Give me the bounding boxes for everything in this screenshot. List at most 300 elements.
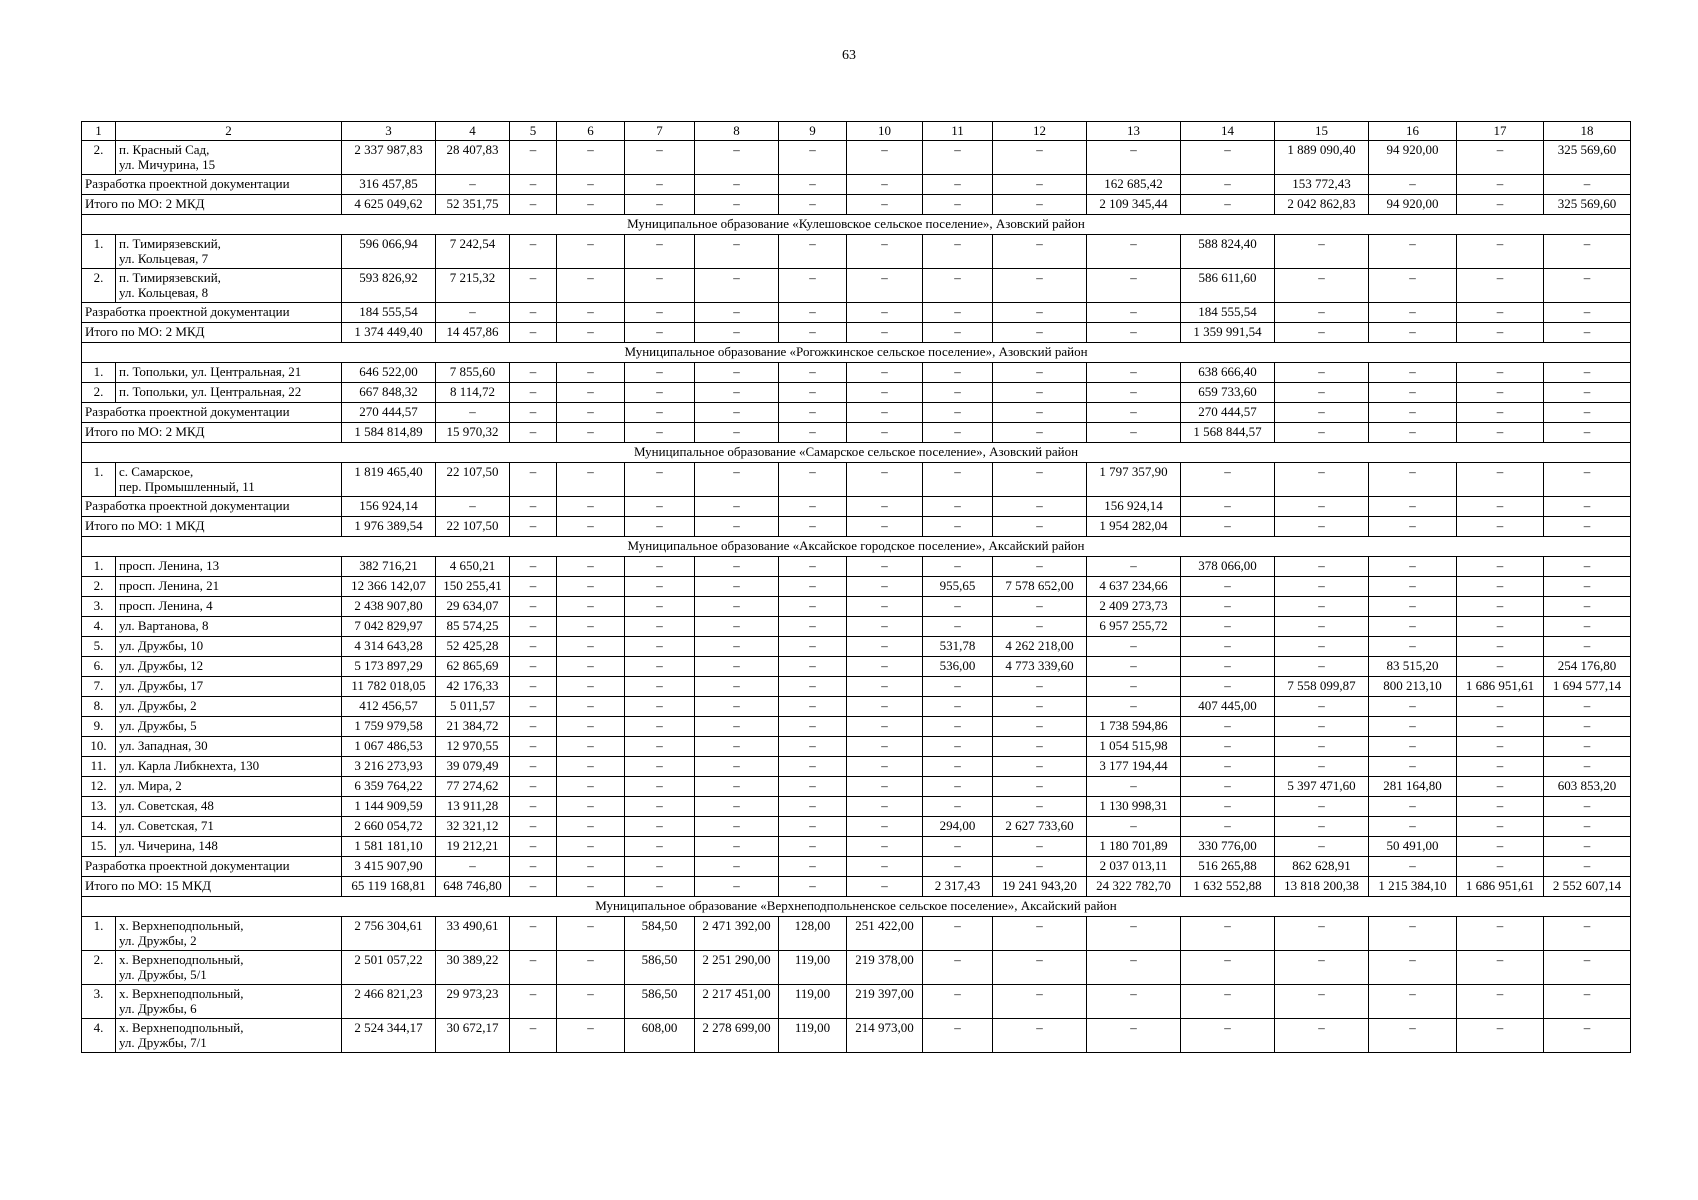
value-cell: 800 213,10: [1369, 677, 1457, 697]
value-cell: –: [557, 877, 625, 897]
row-number: 6.: [82, 657, 116, 677]
value-cell: –: [695, 817, 779, 837]
value-cell: –: [1087, 951, 1181, 985]
value-cell: –: [1087, 141, 1181, 175]
value-cell: 955,65: [923, 577, 993, 597]
value-cell: –: [1369, 757, 1457, 777]
value-cell: –: [1275, 817, 1369, 837]
value-cell: –: [779, 557, 847, 577]
value-cell: 659 733,60: [1181, 383, 1275, 403]
value-cell: –: [510, 269, 557, 303]
value-cell: –: [1275, 269, 1369, 303]
value-cell: –: [1275, 497, 1369, 517]
value-cell: –: [1181, 737, 1275, 757]
value-cell: 382 716,21: [342, 557, 436, 577]
value-cell: –: [625, 323, 695, 343]
value-cell: –: [779, 195, 847, 215]
value-cell: –: [625, 497, 695, 517]
value-cell: –: [779, 597, 847, 617]
address-cell: просп. Ленина, 4: [116, 597, 342, 617]
value-cell: –: [557, 817, 625, 837]
value-cell: –: [779, 797, 847, 817]
value-cell: –: [625, 383, 695, 403]
address-cell: х. Верхнеподпольный, ул. Дружбы, 6: [116, 985, 342, 1019]
value-cell: 593 826,92: [342, 269, 436, 303]
value-cell: –: [557, 383, 625, 403]
value-cell: –: [1181, 141, 1275, 175]
value-cell: –: [993, 175, 1087, 195]
value-cell: –: [557, 195, 625, 215]
row-number: 3.: [82, 597, 116, 617]
value-cell: 24 322 782,70: [1087, 877, 1181, 897]
value-cell: 3 177 194,44: [1087, 757, 1181, 777]
value-cell: –: [1369, 303, 1457, 323]
table-row: [82, 141, 1631, 175]
address-cell: просп. Ленина, 21: [116, 577, 342, 597]
value-cell: –: [625, 363, 695, 383]
value-cell: –: [1544, 757, 1631, 777]
value-cell: –: [847, 717, 923, 737]
table-row: [82, 235, 1631, 269]
value-cell: –: [1275, 235, 1369, 269]
summary-row: [82, 175, 1631, 195]
value-cell: –: [436, 497, 510, 517]
value-cell: –: [625, 737, 695, 757]
summary-row: [82, 303, 1631, 323]
value-cell: 15 970,32: [436, 423, 510, 443]
value-cell: –: [779, 877, 847, 897]
section-row: [82, 343, 1631, 363]
section-title: Муниципальное образование «Кулешовское сельское поселение», Азовский район: [82, 215, 1631, 235]
value-cell: 2 466 821,23: [342, 985, 436, 1019]
value-cell: –: [1087, 1019, 1181, 1053]
value-cell: –: [779, 517, 847, 537]
value-cell: –: [695, 269, 779, 303]
value-cell: –: [1087, 323, 1181, 343]
table-row: [82, 697, 1631, 717]
value-cell: –: [1457, 985, 1544, 1019]
value-cell: 13 911,28: [436, 797, 510, 817]
value-cell: –: [625, 557, 695, 577]
value-cell: –: [510, 403, 557, 423]
value-cell: 4 650,21: [436, 557, 510, 577]
value-cell: 1 215 384,10: [1369, 877, 1457, 897]
value-cell: –: [847, 517, 923, 537]
value-cell: –: [923, 423, 993, 443]
value-cell: –: [779, 617, 847, 637]
value-cell: –: [779, 677, 847, 697]
value-cell: 19 212,21: [436, 837, 510, 857]
value-cell: –: [1087, 269, 1181, 303]
value-cell: 646 522,00: [342, 363, 436, 383]
value-cell: –: [557, 737, 625, 757]
value-cell: –: [779, 757, 847, 777]
value-cell: –: [1181, 717, 1275, 737]
value-cell: 603 853,20: [1544, 777, 1631, 797]
table-row: [82, 757, 1631, 777]
value-cell: –: [695, 141, 779, 175]
summary-row: [82, 195, 1631, 215]
table-row: [82, 617, 1631, 637]
column-header: 18: [1544, 122, 1631, 141]
value-cell: –: [1275, 617, 1369, 637]
value-cell: –: [779, 141, 847, 175]
value-cell: –: [847, 577, 923, 597]
table-row: [82, 737, 1631, 757]
value-cell: 596 066,94: [342, 235, 436, 269]
column-header: 10: [847, 122, 923, 141]
value-cell: 316 457,85: [342, 175, 436, 195]
value-cell: –: [557, 323, 625, 343]
column-header: 7: [625, 122, 695, 141]
value-cell: –: [1544, 737, 1631, 757]
value-cell: –: [557, 235, 625, 269]
value-cell: –: [1087, 235, 1181, 269]
value-cell: –: [1369, 383, 1457, 403]
value-cell: 162 685,42: [1087, 175, 1181, 195]
value-cell: 325 569,60: [1544, 195, 1631, 215]
row-number: 2.: [82, 269, 116, 303]
value-cell: –: [557, 951, 625, 985]
value-cell: –: [436, 403, 510, 423]
value-cell: 862 628,91: [1275, 857, 1369, 877]
value-cell: –: [1275, 757, 1369, 777]
value-cell: –: [779, 383, 847, 403]
value-cell: –: [923, 463, 993, 497]
value-cell: –: [510, 557, 557, 577]
value-cell: –: [695, 837, 779, 857]
value-cell: –: [1457, 697, 1544, 717]
value-cell: –: [1544, 463, 1631, 497]
value-cell: 5 397 471,60: [1275, 777, 1369, 797]
value-cell: –: [1181, 577, 1275, 597]
value-cell: –: [1275, 717, 1369, 737]
value-cell: –: [625, 837, 695, 857]
value-cell: –: [923, 141, 993, 175]
value-cell: 270 444,57: [342, 403, 436, 423]
value-cell: –: [510, 463, 557, 497]
value-cell: –: [1544, 403, 1631, 423]
value-cell: –: [1457, 235, 1544, 269]
value-cell: –: [557, 497, 625, 517]
value-cell: 184 555,54: [1181, 303, 1275, 323]
value-cell: –: [1369, 463, 1457, 497]
value-cell: –: [1369, 737, 1457, 757]
value-cell: –: [923, 617, 993, 637]
value-cell: –: [510, 697, 557, 717]
value-cell: –: [1457, 1019, 1544, 1053]
value-cell: –: [1275, 303, 1369, 323]
value-cell: 378 066,00: [1181, 557, 1275, 577]
value-cell: 77 274,62: [436, 777, 510, 797]
value-cell: 1 359 991,54: [1181, 323, 1275, 343]
value-cell: 8 114,72: [436, 383, 510, 403]
table-row: [82, 383, 1631, 403]
value-cell: –: [1181, 677, 1275, 697]
value-cell: 19 241 943,20: [993, 877, 1087, 897]
value-cell: 1 686 951,61: [1457, 677, 1544, 697]
value-cell: 1 738 594,86: [1087, 717, 1181, 737]
value-cell: –: [847, 195, 923, 215]
value-cell: –: [1275, 697, 1369, 717]
value-cell: –: [1457, 737, 1544, 757]
value-cell: 1 067 486,53: [342, 737, 436, 757]
value-cell: 219 397,00: [847, 985, 923, 1019]
address-cell: ул. Дружбы, 10: [116, 637, 342, 657]
value-cell: –: [1275, 1019, 1369, 1053]
column-header: 1: [82, 122, 116, 141]
table-row: [82, 985, 1631, 1019]
value-cell: 2 438 907,80: [342, 597, 436, 617]
value-cell: –: [993, 497, 1087, 517]
value-cell: –: [695, 497, 779, 517]
value-cell: –: [510, 517, 557, 537]
summary-label: Итого по МО: 1 МКД: [82, 517, 342, 537]
value-cell: –: [510, 951, 557, 985]
value-cell: –: [695, 557, 779, 577]
value-cell: 184 555,54: [342, 303, 436, 323]
value-cell: –: [993, 917, 1087, 951]
value-cell: –: [1457, 717, 1544, 737]
value-cell: –: [625, 235, 695, 269]
value-cell: –: [695, 857, 779, 877]
value-cell: –: [1457, 363, 1544, 383]
value-cell: –: [1181, 951, 1275, 985]
value-cell: 1 819 465,40: [342, 463, 436, 497]
value-cell: –: [510, 637, 557, 657]
value-cell: 1 686 951,61: [1457, 877, 1544, 897]
row-number: 9.: [82, 717, 116, 737]
value-cell: –: [557, 363, 625, 383]
value-cell: –: [1457, 597, 1544, 617]
value-cell: –: [1181, 797, 1275, 817]
value-cell: –: [1457, 323, 1544, 343]
value-cell: –: [695, 577, 779, 597]
value-cell: –: [923, 985, 993, 1019]
value-cell: –: [1181, 463, 1275, 497]
value-cell: –: [510, 877, 557, 897]
value-cell: 1 889 090,40: [1275, 141, 1369, 175]
value-cell: 7 855,60: [436, 363, 510, 383]
value-cell: 2 109 345,44: [1087, 195, 1181, 215]
value-cell: –: [1457, 757, 1544, 777]
value-cell: –: [993, 777, 1087, 797]
row-number: 4.: [82, 617, 116, 637]
value-cell: –: [1087, 423, 1181, 443]
value-cell: –: [695, 363, 779, 383]
row-number: 1.: [82, 463, 116, 497]
column-header: 11: [923, 122, 993, 141]
value-cell: –: [1457, 423, 1544, 443]
value-cell: –: [1457, 175, 1544, 195]
value-cell: –: [1369, 577, 1457, 597]
value-cell: –: [557, 657, 625, 677]
row-number: 2.: [82, 577, 116, 597]
value-cell: –: [993, 235, 1087, 269]
value-cell: –: [625, 303, 695, 323]
value-cell: –: [557, 717, 625, 737]
row-number: 5.: [82, 637, 116, 657]
row-number: 2.: [82, 141, 116, 175]
value-cell: –: [695, 463, 779, 497]
value-cell: –: [779, 717, 847, 737]
value-cell: –: [779, 737, 847, 757]
value-cell: –: [779, 837, 847, 857]
table-row: [82, 817, 1631, 837]
value-cell: –: [1181, 637, 1275, 657]
value-cell: –: [1369, 497, 1457, 517]
value-cell: –: [695, 323, 779, 343]
value-cell: –: [625, 697, 695, 717]
table-row: [82, 951, 1631, 985]
value-cell: –: [779, 857, 847, 877]
value-cell: –: [625, 657, 695, 677]
section-title: Муниципальное образование «Верхнеподпольненское сельское поселение», Аксайский район: [82, 897, 1631, 917]
value-cell: 119,00: [779, 985, 847, 1019]
value-cell: 1 797 357,90: [1087, 463, 1181, 497]
value-cell: –: [993, 323, 1087, 343]
address-cell: п. Тимирязевский, ул. Кольцевая, 8: [116, 269, 342, 303]
row-number: 15.: [82, 837, 116, 857]
address-cell: ул. Дружбы, 2: [116, 697, 342, 717]
value-cell: –: [695, 777, 779, 797]
value-cell: 1 581 181,10: [342, 837, 436, 857]
address-cell: х. Верхнеподпольный, ул. Дружбы, 5/1: [116, 951, 342, 985]
value-cell: –: [1087, 917, 1181, 951]
value-cell: –: [1369, 617, 1457, 637]
summary-label: Разработка проектной документации: [82, 175, 342, 195]
value-cell: –: [695, 877, 779, 897]
value-cell: –: [847, 175, 923, 195]
row-number: 8.: [82, 697, 116, 717]
value-cell: –: [779, 269, 847, 303]
value-cell: –: [1181, 1019, 1275, 1053]
value-cell: –: [1275, 797, 1369, 817]
value-cell: –: [625, 195, 695, 215]
value-cell: –: [1369, 557, 1457, 577]
value-cell: –: [847, 235, 923, 269]
value-cell: –: [557, 917, 625, 951]
value-cell: 2 501 057,22: [342, 951, 436, 985]
value-cell: 39 079,49: [436, 757, 510, 777]
value-cell: –: [1457, 383, 1544, 403]
value-cell: –: [779, 235, 847, 269]
value-cell: –: [847, 857, 923, 877]
value-cell: –: [1369, 363, 1457, 383]
value-cell: –: [779, 303, 847, 323]
value-cell: 52 351,75: [436, 195, 510, 215]
value-cell: 52 425,28: [436, 637, 510, 657]
value-cell: –: [993, 597, 1087, 617]
table-row: [82, 657, 1631, 677]
value-cell: –: [1544, 423, 1631, 443]
value-cell: 281 164,80: [1369, 777, 1457, 797]
value-cell: –: [510, 817, 557, 837]
value-cell: –: [847, 837, 923, 857]
value-cell: –: [1544, 577, 1631, 597]
column-header: 6: [557, 122, 625, 141]
table-row: [82, 917, 1631, 951]
column-header-row: [82, 122, 1631, 141]
value-cell: –: [1544, 557, 1631, 577]
value-cell: –: [847, 817, 923, 837]
value-cell: 1 632 552,88: [1181, 877, 1275, 897]
address-cell: ул. Советская, 71: [116, 817, 342, 837]
value-cell: –: [1369, 857, 1457, 877]
value-cell: –: [436, 303, 510, 323]
value-cell: 638 666,40: [1181, 363, 1275, 383]
value-cell: –: [1275, 383, 1369, 403]
value-cell: –: [1087, 363, 1181, 383]
value-cell: –: [993, 951, 1087, 985]
value-cell: 608,00: [625, 1019, 695, 1053]
row-number: 7.: [82, 677, 116, 697]
value-cell: –: [625, 677, 695, 697]
value-cell: –: [557, 303, 625, 323]
value-cell: –: [1457, 195, 1544, 215]
summary-label: Итого по МО: 15 МКД: [82, 877, 342, 897]
value-cell: –: [1544, 235, 1631, 269]
value-cell: 2 251 290,00: [695, 951, 779, 985]
table-row: [82, 677, 1631, 697]
row-number: 3.: [82, 985, 116, 1019]
value-cell: –: [1275, 951, 1369, 985]
table-row: [82, 557, 1631, 577]
value-cell: –: [1275, 577, 1369, 597]
column-header: 3: [342, 122, 436, 141]
value-cell: –: [510, 497, 557, 517]
value-cell: –: [695, 697, 779, 717]
table-row: [82, 363, 1631, 383]
value-cell: 13 818 200,38: [1275, 877, 1369, 897]
value-cell: –: [1181, 195, 1275, 215]
value-cell: –: [923, 195, 993, 215]
value-cell: –: [847, 557, 923, 577]
value-cell: –: [923, 697, 993, 717]
summary-row: [82, 403, 1631, 423]
value-cell: –: [557, 857, 625, 877]
column-header: 4: [436, 122, 510, 141]
value-cell: –: [510, 175, 557, 195]
value-cell: –: [1275, 517, 1369, 537]
value-cell: –: [625, 797, 695, 817]
value-cell: –: [510, 303, 557, 323]
row-number: 11.: [82, 757, 116, 777]
value-cell: –: [1181, 497, 1275, 517]
value-cell: –: [510, 985, 557, 1019]
value-cell: –: [1087, 657, 1181, 677]
value-cell: –: [779, 423, 847, 443]
value-cell: –: [847, 877, 923, 897]
value-cell: 7 558 099,87: [1275, 677, 1369, 697]
value-cell: 251 422,00: [847, 917, 923, 951]
value-cell: –: [847, 797, 923, 817]
row-number: 1.: [82, 235, 116, 269]
value-cell: –: [779, 697, 847, 717]
address-cell: ул. Дружбы, 17: [116, 677, 342, 697]
address-cell: ул. Советская, 48: [116, 797, 342, 817]
value-cell: 586,50: [625, 951, 695, 985]
value-cell: –: [510, 323, 557, 343]
value-cell: –: [695, 175, 779, 195]
value-cell: –: [993, 617, 1087, 637]
value-cell: –: [923, 175, 993, 195]
value-cell: –: [847, 497, 923, 517]
value-cell: –: [847, 383, 923, 403]
value-cell: –: [695, 637, 779, 657]
value-cell: –: [993, 857, 1087, 877]
value-cell: –: [625, 423, 695, 443]
